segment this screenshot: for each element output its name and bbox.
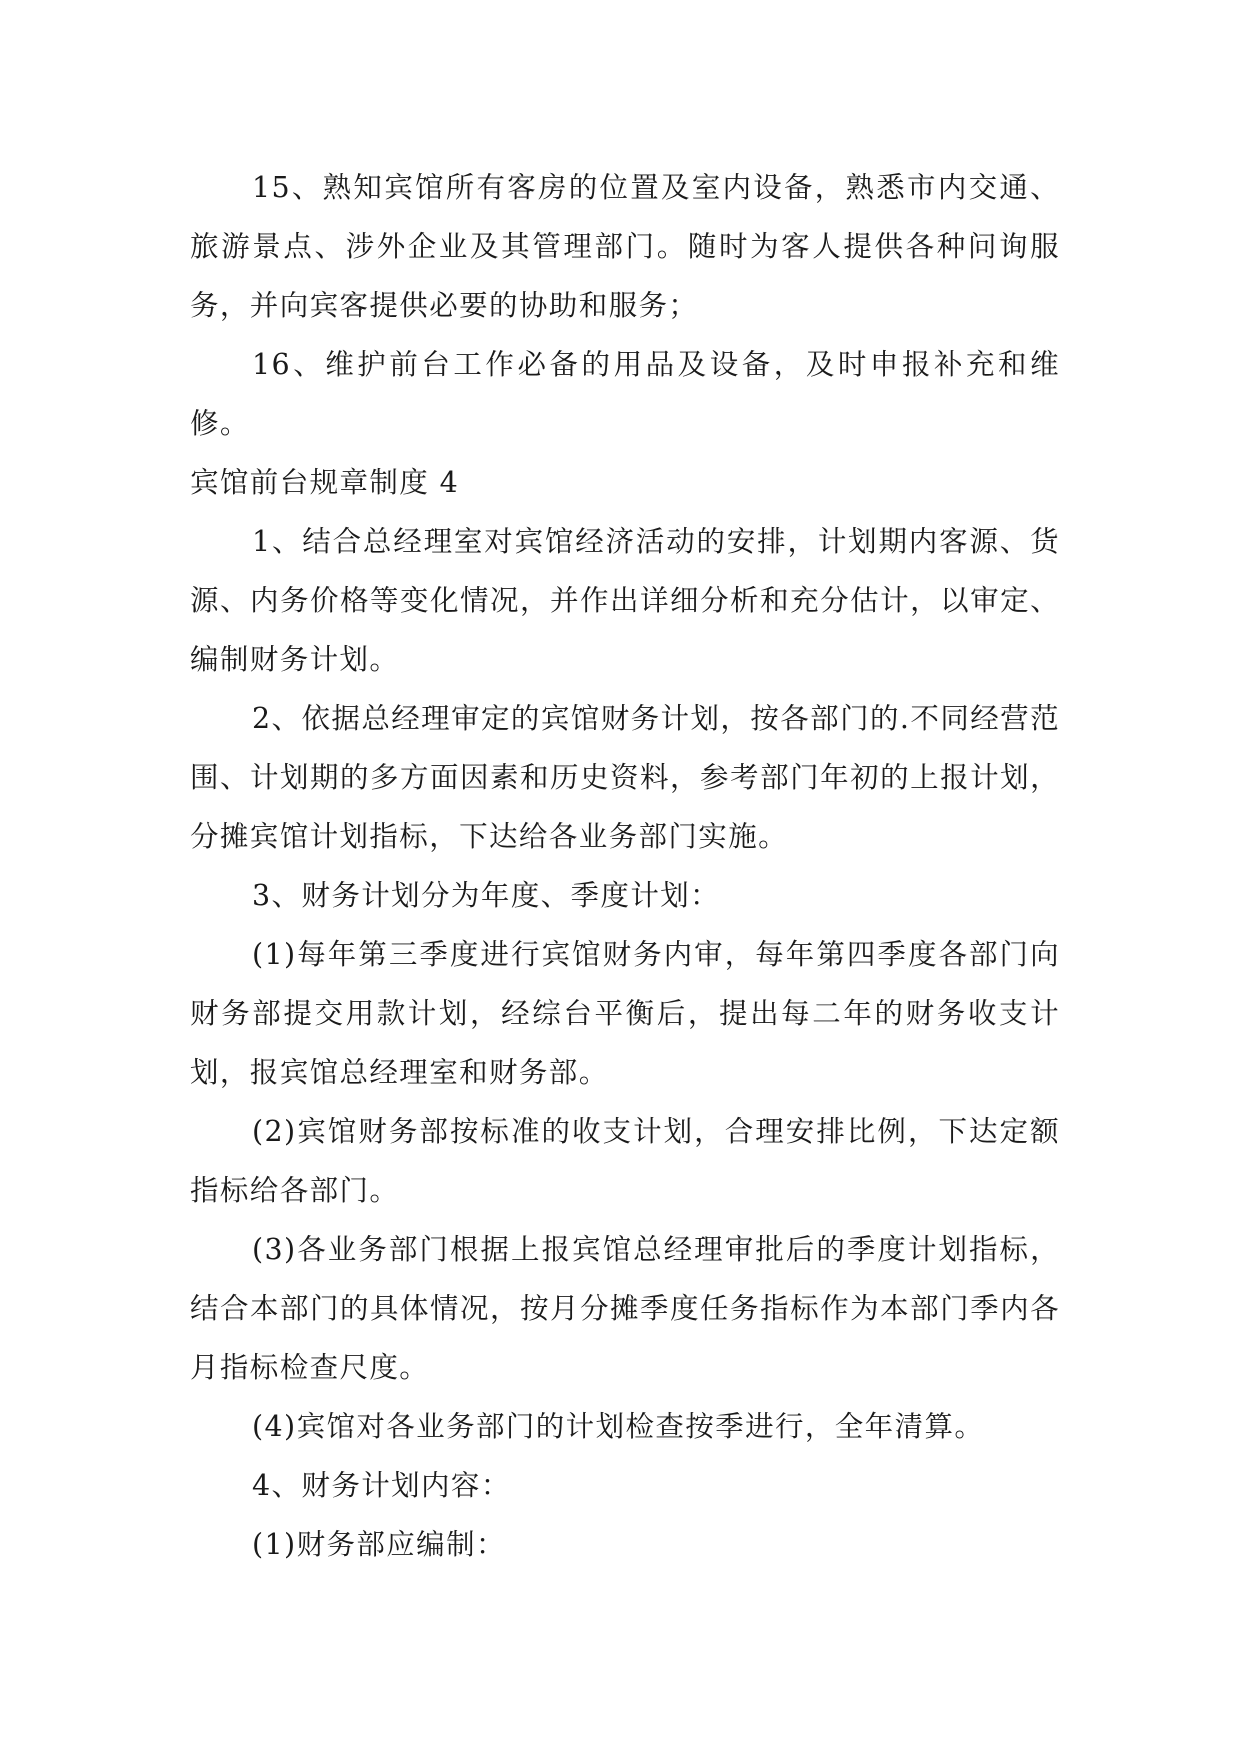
paragraph-item-1: 1、结合总经理室对宾馆经济活动的安排，计划期内客源、货源、内务价格等变化情况，并作出详细分析和充分估计，以审定、编制财务计划。 [190, 525, 1060, 676]
paragraph-subitem-3-3: (3)各业务部门根据上报宾馆总经理审批后的季度计划指标，结合本部门的具体情况，按月分摊季度任务指标作为本部门季内各月指标检查尺度。 [190, 1233, 1060, 1384]
paragraph-item-2: 2、依据总经理审定的宾馆财务计划，按各部门的.不同经营范围、计划期的多方面因素和历史资料，参考部门年初的上报计划，分摊宾馆计划指标，下达给各业务部门实施。 [190, 702, 1060, 853]
paragraph-subitem-3-4: (4)宾馆对各业务部门的计划检查按季进行，全年清算。 [252, 1410, 985, 1443]
section-heading: 宾馆前台规章制度 4 [190, 466, 460, 499]
paragraph-item-16: 16、维护前台工作必备的用品及设备，及时申报补充和维修。 [190, 348, 1060, 440]
document-body [190, 158, 1060, 1574]
paragraph-item-3: 3、财务计划分为年度、季度计划： [252, 879, 721, 912]
paragraph-item-4: 4、财务计划内容： [252, 1469, 511, 1502]
paragraph-subitem-3-2: (2)宾馆财务部按标准的收支计划，合理安排比例，下达定额指标给各部门。 [190, 1115, 1060, 1207]
paragraph-subitem-4-1: (1)财务部应编制： [252, 1528, 506, 1561]
paragraph-item-15: 15、熟知宾馆所有客房的位置及室内设备，熟悉市内交通、旅游景点、涉外企业及其管理部门。随时为客人提供各种问询服务，并向宾客提供必要的协助和服务； [190, 171, 1060, 322]
paragraph-subitem-3-1: (1)每年第三季度进行宾馆财务内审，每年第四季度各部门向财务部提交用款计划，经综台平衡后，提出每二年的财务收支计划，报宾馆总经理室和财务部。 [190, 938, 1060, 1089]
